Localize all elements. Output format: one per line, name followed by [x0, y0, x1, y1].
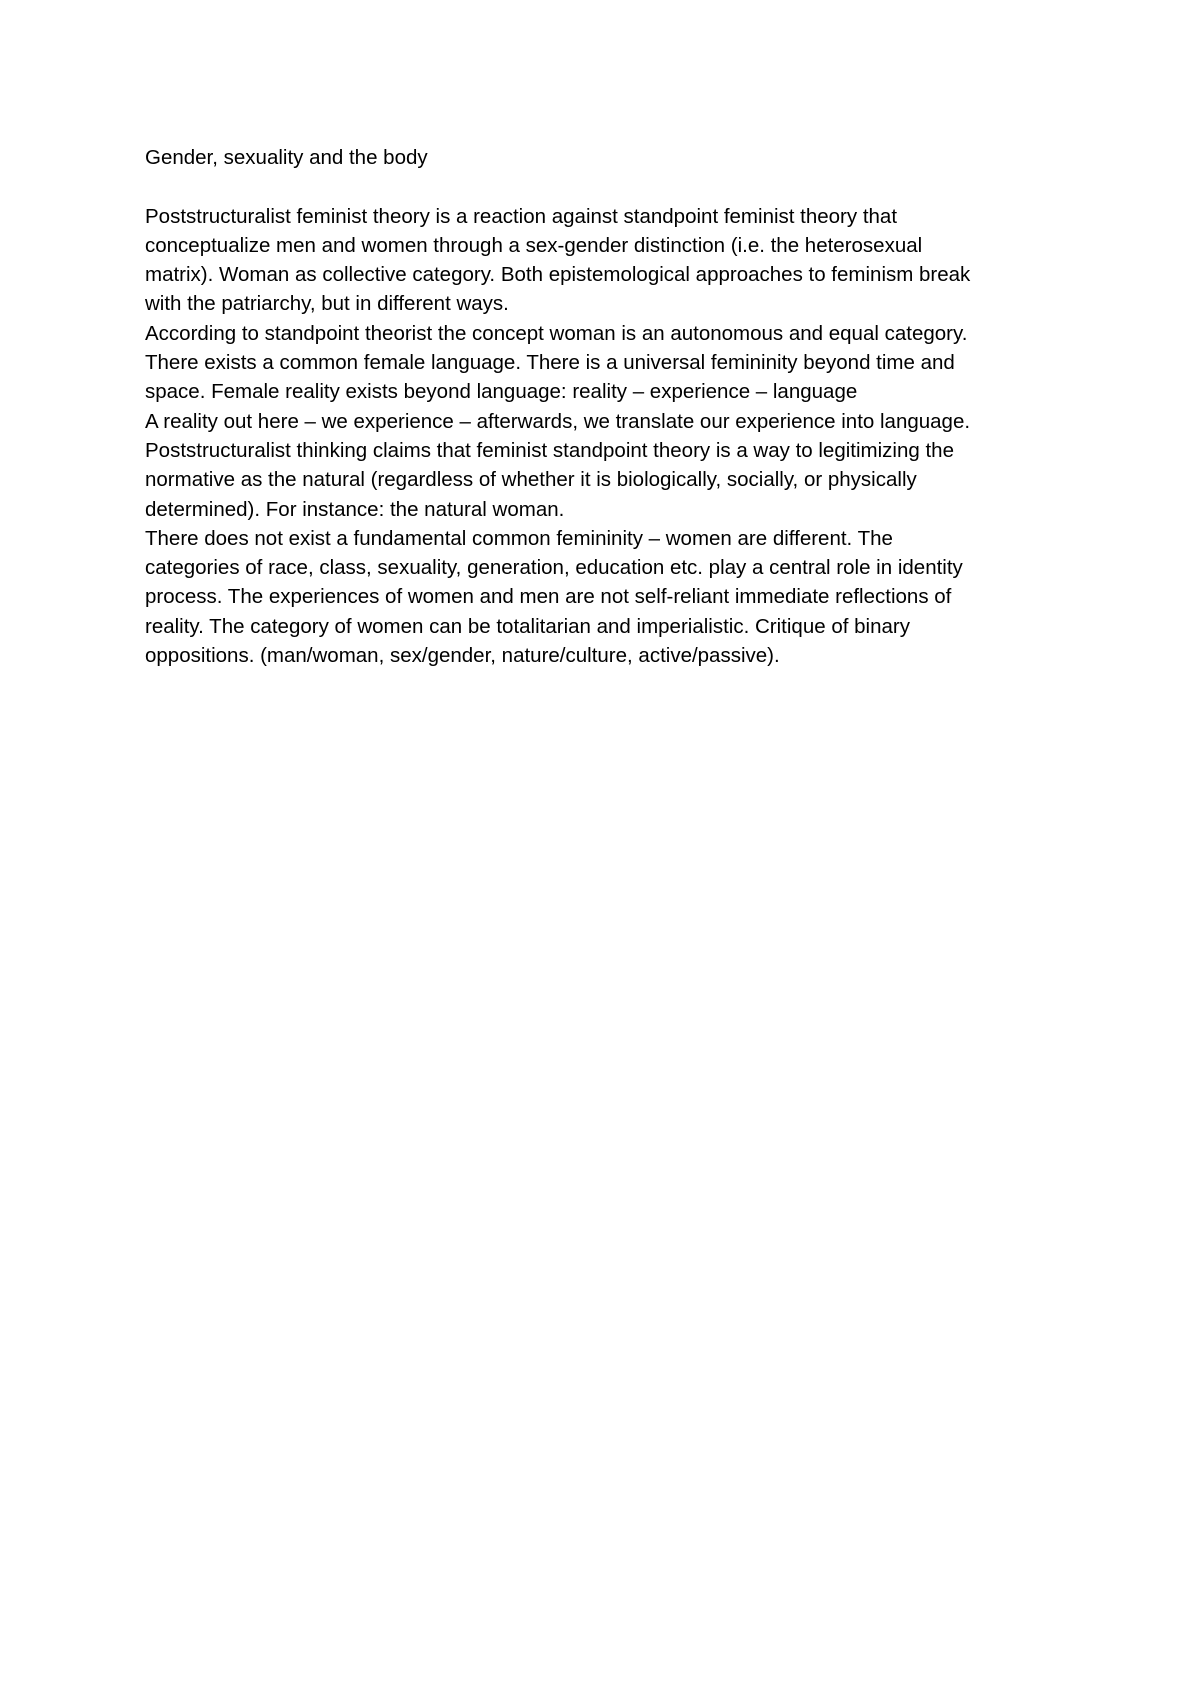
text-line: determined). For instance: the natural woman.: [145, 497, 565, 521]
text-line: A reality out here – we experience – afterwards, we translate our experience into language.: [145, 409, 971, 433]
text-line: oppositions. (man/woman, sex/gender, nature/culture, active/passive).: [145, 644, 780, 668]
text-line: process. The experiences of women and men are not self-reliant immediate reflections of: [145, 585, 952, 609]
text-line: conceptualize men and women through a sex-gender distinction (i.e. the heterosexual: [145, 233, 923, 257]
text-line: There exists a common female language. There is a universal femininity beyond time and: [145, 351, 955, 375]
text-line: Poststructuralist feminist theory is a reaction against standpoint feminist theory that: [145, 204, 898, 228]
document-text: [145, 202, 1065, 671]
document-title: Gender, sexuality and the body: [145, 146, 428, 169]
text-line: reality. The category of women can be totalitarian and imperialistic. Critique of binary: [145, 614, 910, 638]
text-line: There does not exist a fundamental common femininity – women are different. The: [145, 526, 893, 550]
document-body: [145, 143, 1065, 670]
text-line: Poststructuralist thinking claims that feminist standpoint theory is a way to legitimizing the: [145, 438, 954, 462]
text-line: matrix). Woman as collective category. Both epistemological approaches to feminism break: [145, 263, 971, 287]
text-line: normative as the natural (regardless of whether it is biologically, socially, or physically: [145, 468, 917, 492]
text-line: space. Female reality exists beyond language: reality – experience – language: [145, 380, 858, 404]
text-line: categories of race, class, sexuality, generation, education etc. play a central role in identity: [145, 556, 963, 580]
text-line: According to standpoint theorist the concept woman is an autonomous and equal category.: [145, 321, 968, 345]
text-line: with the patriarchy, but in different ways.: [145, 292, 509, 316]
